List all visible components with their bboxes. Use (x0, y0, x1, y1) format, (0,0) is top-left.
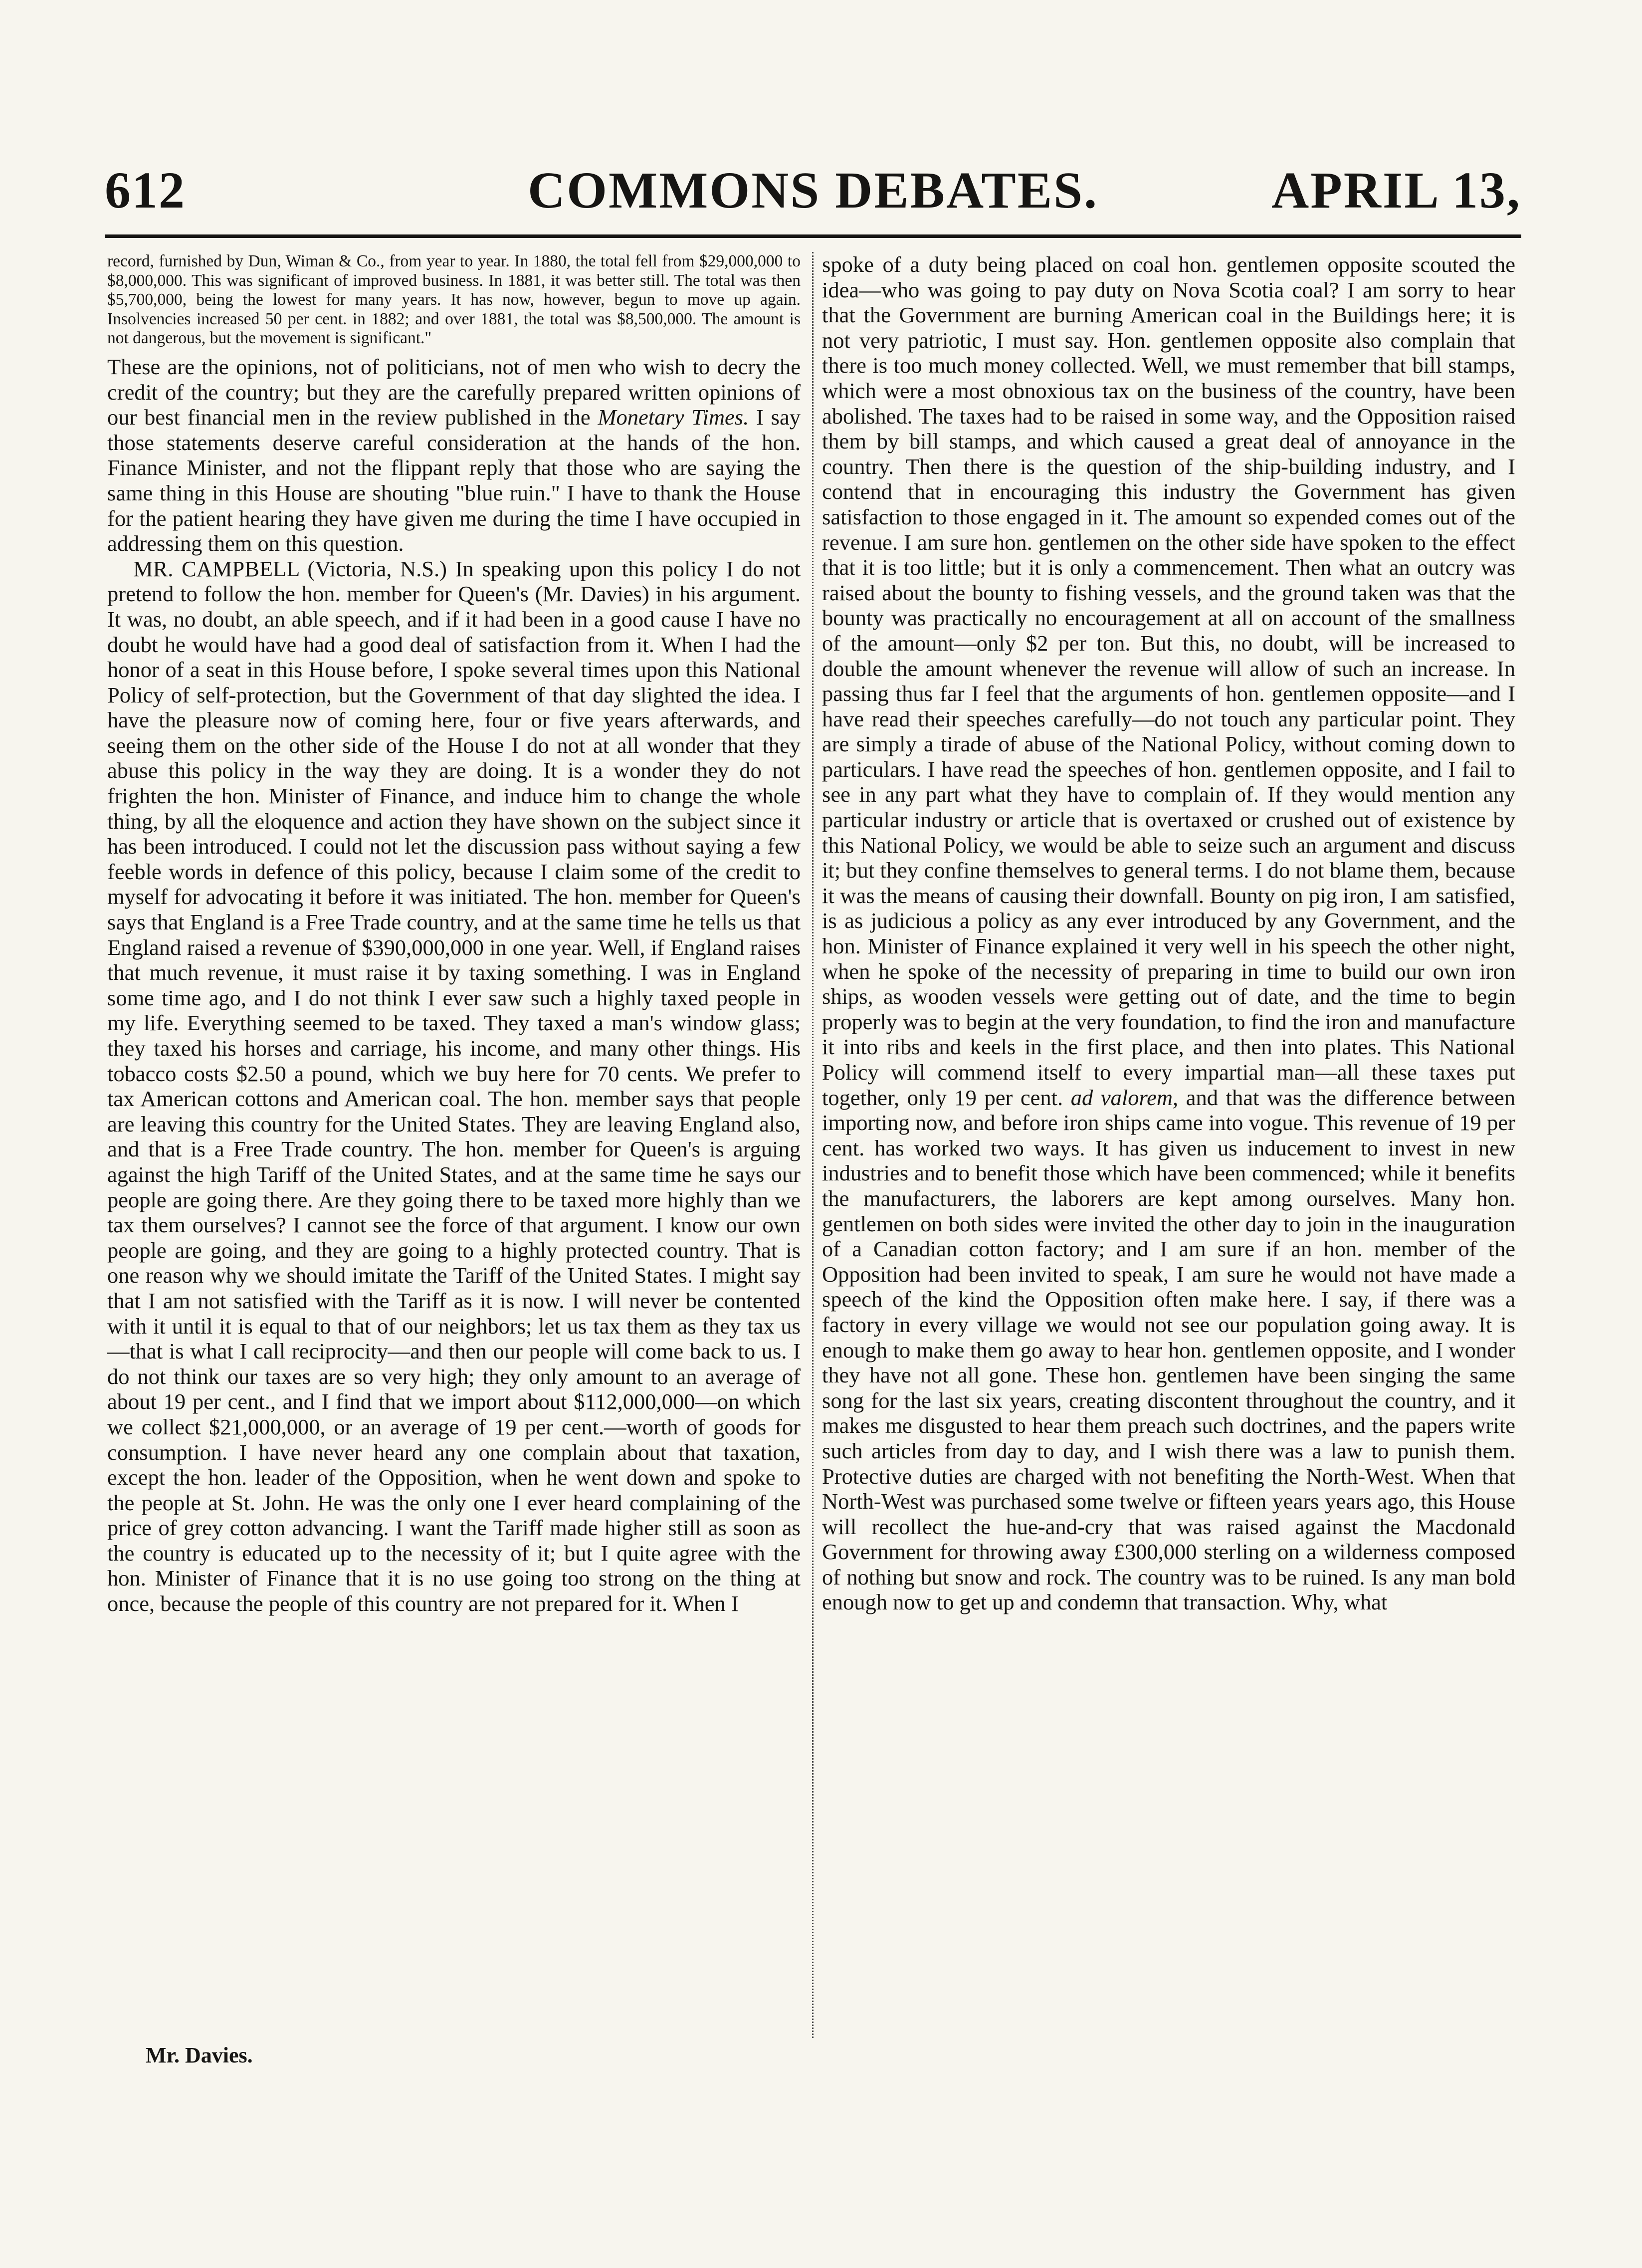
column-divider (812, 252, 814, 2038)
catchword: Mr. Davies. (146, 2043, 253, 2067)
speaker-riding: (Victoria, N.S.) (299, 556, 447, 581)
continued-speech-text-1: spoke of a duty being placed on coal hon. gentlemen opposite scouted the idea—who was going to pay duty on Nova Scotia coal? I am sorry to hear that the Government are burning American coal in the Buildings here; it is not very patriotic, I must say. Hon. gentlemen opposite also complain that there is too much money collected. Well, we must remember that bill stamps, which were a most obnoxious tax on the business of the country, have been abolished. The taxes had to be raised in some way, and the Opposition raised them by bill stamps, and which caused a great deal of annoyance in the country. Then there is the question of the ship-building industry, and I contend that in encouraging this industry the Government has given satisfaction to those engaged in it. The amount so expended comes out of the revenue. I am sure hon. gentlemen on the other side have spoken to the effect that it is too little; but it is only a commencement. Then what an outcry was raised about the bounty to fishing vessels, and the ground taken was that the bounty was practically no encouragement at all on account of the smallness of the amount—only $2 per ton. But this, no doubt, will be increased to double the amount whenever the revenue will allow of such an increase. In passing thus far I feel that the arguments of hon. gentlemen opposite—and I have read their speeches carefully—do not touch any particular point. They are simply a tirade of abuse of the National Policy, without coming down to particulars. I have read the speeches of hon. gentlemen opposite, and I fail to see in any part what they have to complain of. If they would mention any particular industry or article that is overtaxed or crushed out of existence by this National Policy, we would be able to seize such an argument and discuss it; but they confine themselves to general terms. I do not blame them, because it was the means of causing their downfall. Bounty on pig iron, I am satisfied, is as judicious a policy as any ever introduced by any Government, and the hon. Minister of Finance explained it very well in his speech the other night, when he spoke of the necessity of preparing in time to build our own iron ships, as wooden vessels were getting out of date, and the time to begin properly was to begin at the very foundation, to find the iron and manufacture it into ribs and keels in the first place, and then into plates. This National Policy will commend itself to every impartial man—all these taxes put together, only 19 per cent. (822, 252, 1515, 1110)
speech-paragraph (107, 556, 801, 1616)
latin-phrase: ad valorem, (1070, 1085, 1179, 1110)
right-column (822, 252, 1515, 2038)
publication-title: Monetary Times. (598, 405, 749, 430)
speech-text: In speaking upon this policy I do not pretend to follow the hon. member for Queen's (Mr. Davies) in his argument. It was, no doubt, an able speech, and if it had been in a good cause I have no doubt he would have had a good deal of satisfaction from it. When I had the honor of a seat in this House before, I spoke several times upon this National Policy of self-protection, but the Government of that day slighted the idea. I have the pleasure now of coming here, four or five years afterwards, and seeing them on the other side of the House I do not at all wonder that they abuse this policy in the way they are doing. It is a wonder they do not frighten the hon. Minister of Finance, and induce him to change the whole thing, by all the eloquence and action they have shown on the subject since it has been introduced. I could not let the discussion pass without saying a few feeble words in defence of this policy, because I claim some of the credit to myself for advocating it before it was initiated. The hon. member for Queen's says that England is a Free Trade country, and at the same time he tells us that England raised a revenue of $390,000,000 in one year. Well, if England raises that much revenue, it must raise it by taxing something. I was in England some time ago, and I do not think I ever saw such a highly taxed people in my life. Everything seemed to be taxed. They taxed a man's window glass; they taxed his horses and carriage, his income, and many other things. His tobacco costs $2.50 a pound, which we buy here for 70 cents. We prefer to tax American cottons and American coal. The hon. member says that people are leaving this country for the United States. They are leaving England also, and that is a Free Trade country. The hon. member for Queen's is arguing against the high Tariff of the United States, and at the same time he says our people are going there. Are they going there to be taxed more highly than we tax them ourselves? I cannot see the force of that argument. I know our own people are going, and they are going to a highly protected country. That is one reason why we should imitate the Tariff of the United States. I might say that I am not satisfied with the Tariff as it is now. I will never be contented with it until it is equal to that of our neighbors; let us tax them as they tax us—that is what I call reciprocity—and then our people will come back to us. I do not think our taxes are so very high; they only amount to an average of about 19 per cent., and I find that we import about $112,000,000—on which we collect $21,000,000, or an average of 19 per cent.—worth of goods for consumption. I have never heard any one complain about that taxation, except the hon. leader of the Opposition, when he went down and spoke to the people at St. John. He was the only one I ever heard complaining of the price of grey cotton advancing. I want the Tariff made higher still as soon as the country is educated up to the necessity of it; but I quite agree with the hon. Minister of Finance that it is no use going too strong on the thing at once, because the people of this country are not prepared for it. When I (107, 556, 801, 1616)
page-title: COMMONS DEBATES. (528, 162, 1098, 219)
header-rule (105, 234, 1521, 238)
page-header (105, 161, 1521, 221)
page-date: APRIL 13, (1271, 162, 1521, 219)
page-number: 612 (105, 162, 186, 219)
closing-paragraph-text-2: I say those statements deserve careful consideration at the hands of the hon. Finance Minister, and not the flippant reply that those who are saying the same thing in this House are shouting "blue ruin." I have to thank the House for the patient hearing they have given me during the time I have occupied in addressing them on this question. (107, 405, 801, 556)
continued-speech (822, 252, 1515, 1615)
closing-paragraph (107, 354, 801, 556)
speaker-name: MR. CAMPBELL (133, 556, 299, 581)
closing-paragraph-text-1: These are the opinions, not of politicians, not of men who wish to decry the credit of the country; but they are the carefully prepared written opinions of our best financial men in the review published in the (107, 354, 801, 430)
left-column (107, 252, 801, 2038)
continued-speech-text-2: and that was the difference between importing now, and before iron ships came into vogue. This revenue of 19 per cent. has worked two ways. It has given us inducement to invest in new industries and to benefit those which have been commenced; while it benefits the manufacturers, the laborers are kept among ourselves. Many hon. gentlemen on both sides were invited the other day to join in the inauguration of a Canadian cotton factory; and I am sure if an hon. member of the Opposition had been invited to speak, I am sure he would not have made a speech of the kind the Opposition often make here. I say, if there was a factory in every village we would not see our population going away. It is enough to make them go away to hear hon. gentlemen opposite, and I wonder they have not all gone. These hon. gentlemen have been singing the same song for the last six years, creating discontent throughout the country, and it makes me disgusted to hear them preach such doctrines, and the papers write such articles from day to day, and I wish there was a law to punish them. Protective duties are charged with not benefiting the North-West. When that North-West was purchased some twelve or fifteen years years ago, this House will recollect the hue-and-cry that was raised against the Macdonald Government for throwing away £300,000 sterling on a wilderness composed of nothing but snow and rock. The country was to be ruined. Is any man bold enough now to get up and condemn that transaction. Why, what (822, 1085, 1515, 1615)
quoted-passage: record, furnished by Dun, Wiman & Co., from year to year. In 1880, the total fell from $29,000,000 to $8,000,000. This was significant of improved business. In 1881, it was better still. The total was then $5,700,000, being the lowest for many years. It has now, however, begun to move up again. Insolvencies increased 50 per cent. in 1882; and over 1881, the total was $8,500,000. The amount is not dangerous, but the movement is significant." (107, 252, 801, 348)
